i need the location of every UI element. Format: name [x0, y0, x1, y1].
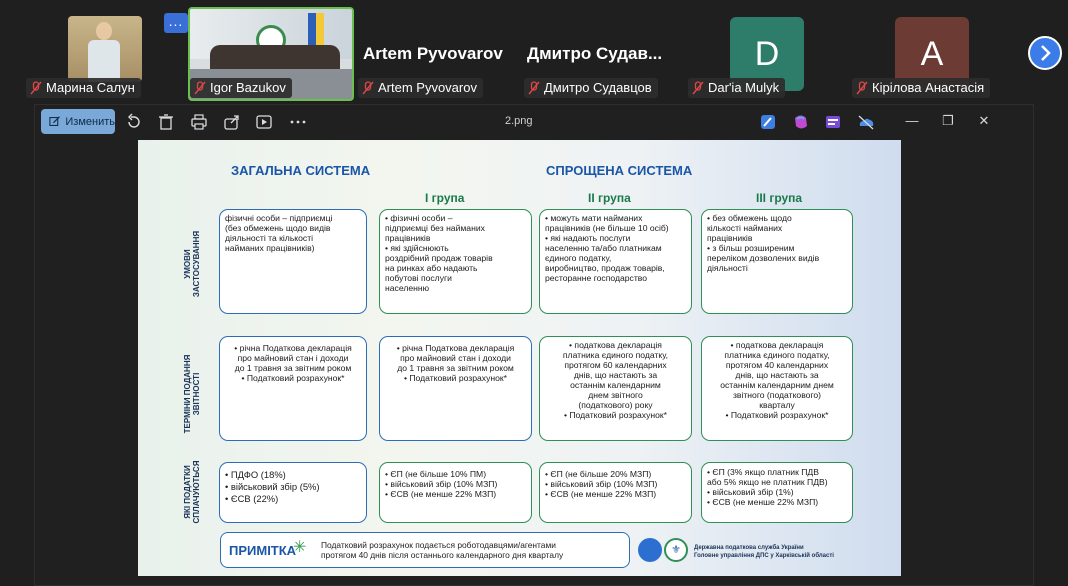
- cell-conditions-group1: • фізичні особи – підприємці без найманих працівників • які здійснюють роздрібний продаж товарів на ринках або надають побутові послуги населенню: [379, 209, 532, 314]
- note-box: [220, 532, 630, 568]
- participant-name-tag: [26, 78, 141, 98]
- share-icon[interactable]: [223, 113, 241, 131]
- minimize-button[interactable]: —: [905, 113, 919, 128]
- next-participants-button[interactable]: [1028, 36, 1062, 70]
- participant-name: Дмитро Судавцов: [544, 80, 652, 95]
- participant-photo: [68, 16, 142, 82]
- chevron-right-icon: [1030, 38, 1060, 68]
- cell-deadlines-group3: • податкова декларація платника єдиного податку, протягом 40 календарних днів, що настають за останнім календарним днем звітного (податкового) кварталу • Податковий розрахунок*: [701, 336, 853, 441]
- participant-name-tag: [524, 78, 658, 98]
- participant-display-name: Дмитро Судав...: [527, 44, 663, 63]
- participant-name-tag: [852, 78, 990, 98]
- participant-name: Dar'ia Mulyk: [708, 80, 780, 95]
- cell-conditions-general: фізичні особи – підприємці (без обмежень щодо видів діяльності та кількості найманих працівників): [219, 209, 367, 314]
- close-button[interactable]: ✕: [978, 113, 990, 128]
- more-participants-button[interactable]: ...: [164, 13, 188, 33]
- participant-name: Марина Салун: [46, 80, 135, 95]
- tax-service-logo: [638, 538, 662, 562]
- participant-name: Кірілова Анастасія: [872, 80, 985, 95]
- cell-deadlines-group2: • податкова декларація платника єдиного податку, протягом 60 календарних днів, що настають за останнім календарним днем звітного (податкового) року • Податковий розрахунок*: [539, 336, 692, 441]
- mic-muted-icon: [194, 81, 206, 95]
- participant-tile-marina[interactable]: [68, 16, 142, 82]
- avatar-daria[interactable]: D: [730, 17, 804, 91]
- mic-muted-icon: [692, 81, 704, 95]
- simplified-system-title: СПРОЩЕНА СИСТЕМА: [546, 163, 693, 178]
- organization-name: Державна податкова служба України Головне управління ДПС у Харківській області: [694, 545, 834, 559]
- cell-conditions-group2: • можуть мати найманих працівників (не більше 10 осіб) • які надають послуги населенню та/або платникам єдиного податку, виробництво, продаж товарів, ресторанне господарство: [539, 209, 692, 314]
- image-viewer-window: [34, 104, 1034, 586]
- general-system-title: ЗАГАЛЬНА СИСТЕМА: [231, 163, 371, 178]
- delete-icon[interactable]: [157, 113, 175, 131]
- row-label-conditions: УМОВИ ЗАСТОСУВАННЯ: [183, 230, 201, 298]
- cell-deadlines-general: • річна Податкова декларація про майновий стан і доходи до 1 травня за звітним роком • Податковий розрахунок*: [219, 336, 367, 441]
- group-3-heading: III група: [756, 191, 803, 205]
- participant-name-tag: [190, 78, 292, 98]
- note-text: Податковий розрахунок подається роботодавцями/агентами протягом 40 днів після останнього календарного дня кварталу: [321, 540, 564, 560]
- rotate-icon[interactable]: [125, 113, 143, 131]
- participant-name-tag: [358, 78, 483, 98]
- maximize-button[interactable]: ❐: [942, 113, 954, 128]
- slideshow-icon[interactable]: [255, 113, 273, 131]
- avatar-kirilova[interactable]: A: [895, 17, 969, 91]
- mic-muted-icon: [528, 81, 540, 95]
- row-label-deadlines: ТЕРМІНИ ПОДАННЯ ЗВІТНОСТІ: [183, 354, 201, 434]
- cell-taxes-group2: • ЄП (не більше 20% МЗП) • військовий збір (10% МЗП) • ЄСВ (не менше 22% МЗП): [539, 462, 692, 523]
- file-name: 2.png: [505, 115, 533, 127]
- edit-label: Изменить: [65, 115, 115, 128]
- edit-button[interactable]: [41, 109, 115, 134]
- cell-taxes-group3: • ЄП (3% якщо платник ПДВ або 5% якщо не платник ПДВ) • військовий збір (1%) • ЄСВ (не менше 22% МЗП): [701, 462, 853, 523]
- mic-muted-icon: [30, 81, 42, 95]
- more-icon[interactable]: [289, 113, 307, 131]
- participant-name-tag: [688, 78, 785, 98]
- print-icon[interactable]: [190, 113, 208, 131]
- star-icon: ✳: [293, 539, 307, 556]
- participant-strip: [0, 0, 1068, 104]
- viewer-toolbar: [35, 105, 1033, 139]
- group-1-heading: I група: [425, 191, 465, 205]
- cell-taxes-group1: • ЄП (не більше 10% ПМ) • військовий збір (10% МЗП) • ЄСВ (не менше 22% МЗП): [379, 462, 532, 523]
- edit-icon: [49, 115, 60, 128]
- note-title: ПРИМІТКА: [229, 543, 297, 558]
- trident-logo: ⚜: [664, 538, 688, 562]
- slide-image: [138, 140, 901, 576]
- group-2-heading: II група: [588, 191, 631, 205]
- mic-muted-icon: [362, 81, 374, 95]
- clipchamp-icon[interactable]: [824, 113, 842, 131]
- cell-taxes-general: • ПДФО (18%) • військовий збір (5%) • ЄСВ (22%): [219, 462, 367, 523]
- paint-icon[interactable]: [759, 113, 777, 131]
- row-label-taxes: ЯКІ ПОДАТКИ СПЛАЧУЮТЬСЯ: [183, 460, 201, 524]
- participant-name: Artem Pyvovarov: [378, 80, 477, 95]
- copilot-icon[interactable]: [792, 113, 810, 131]
- onedrive-icon[interactable]: [857, 113, 875, 131]
- cell-conditions-group3: • без обмежень щодо кількості найманих працівників • з більш розширеним переліком дозволених видів діяльності: [701, 209, 853, 314]
- participant-name: Igor Bazukov: [210, 80, 286, 95]
- participant-display-name: Artem Pyvovarov: [363, 44, 503, 63]
- cell-deadlines-group1: • річна Податкова декларація про майновий стан і доходи до 1 травня за звітним роком • Податковий розрахунок*: [379, 336, 532, 441]
- mic-muted-icon: [856, 81, 868, 95]
